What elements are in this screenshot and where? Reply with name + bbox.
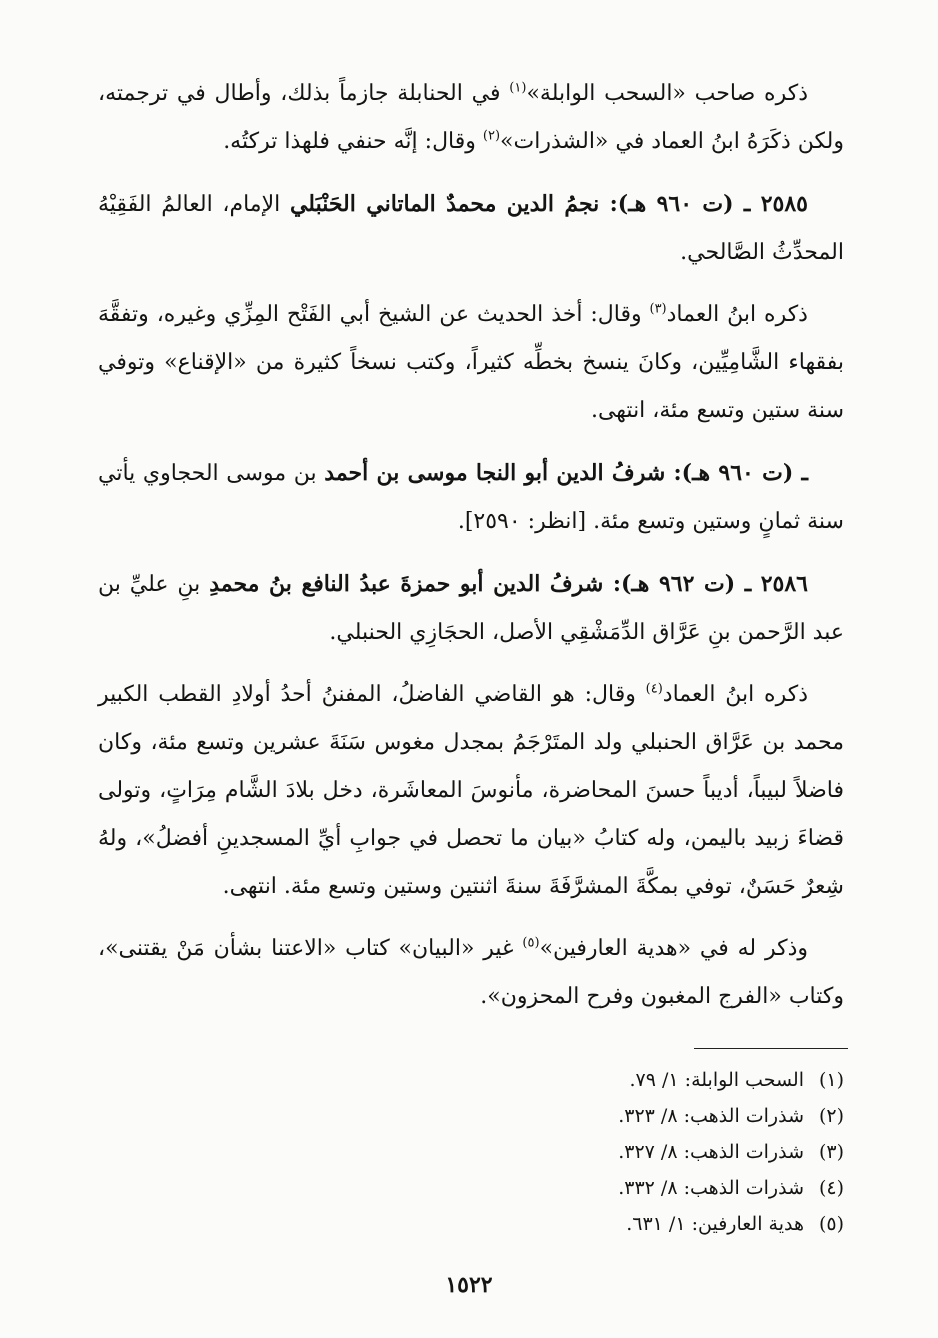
entry-2585 <box>98 180 844 277</box>
footnote-1 <box>400 1062 844 1098</box>
entry-text: بنِ عليِّ بن عبد الرَّحمن بنِ عَرَّاق الدِّمَشْقِي الأصل، الحجَازِي الحنبلي. <box>98 572 844 645</box>
footnote-text: شذرات الذهب: ٨/ ٣٣٢. <box>618 1177 804 1199</box>
footnote-ref: (٢) <box>482 128 501 144</box>
paragraph-text: ذكره صاحب «السحب الوابلة» <box>526 81 808 106</box>
paragraph-1 <box>98 70 844 166</box>
footnote-text: السحب الوابلة: ١/ ٧٩. <box>629 1069 804 1091</box>
footnote-3 <box>400 1134 844 1170</box>
footnote-4 <box>400 1170 844 1206</box>
footnote-number: (١) <box>818 1069 844 1091</box>
paragraph-3 <box>98 291 844 435</box>
entry-heading: ٢٥٨٦ ـ (ت ٩٦٢ هـ): شرفُ الدين أبو حمزةَ عبدُ النافع بنُ محمدِ <box>209 571 808 597</box>
page-number: ١٥٢٢ <box>445 1272 493 1298</box>
paragraph-text: غير «البيان» كتاب «الاعتنا بشأن مَنْ يقتنى»، وكتاب «الفرج المغبون وفرح المحزون». <box>98 936 844 1009</box>
entry-text: الإمام، العالمُ الفَقِيْهُ المحدِّثُ الصَّالحي. <box>98 192 844 265</box>
main-text <box>98 70 844 1035</box>
footnote-5 <box>400 1206 844 1242</box>
footnote-2 <box>400 1098 844 1134</box>
paragraph-text: في الحنابلة جازماً بذلك، وأطال في ترجمته، ولكن ذكَرَهُ ابنُ العماد في «الشذرات» <box>98 81 844 154</box>
entry-text: بن موسى الحجاوي يأتي سنة ثمانٍ وستين وتسع مئة. [انظر: ٢٥٩٠]. <box>98 461 844 534</box>
footnote-text: شذرات الذهب: ٨/ ٣٢٣. <box>618 1105 804 1127</box>
footnote-text: شذرات الذهب: ٨/ ٣٢٧. <box>618 1141 804 1163</box>
paragraph-text: وقال: هو القاضي الفاضلُ، المفننُ أحدُ أولادِ القطب الكبير محمد بن عَرَّاق الحنبلي ولد المتَرْجَمُ بمجدل مغوس سَنَةَ عشرين وتسع مئة، وكان فاضلاً لبيباً، أديباً حسنَ المحاضرة، مأنوسَ المعاشَرة، دخل بلادَ الشَّام مِرَاتٍ، وتولى قضاءَ زبيد باليمن، وله كتابُ «بيان ما تحصل في جوابِ أيِّ المسجدينِ أفضلُ»، ولهُ شِعرٌ حَسَنٌ، توفي بمكَّةَ المشرَّفَةَ سنةَ اثنتين وستين وتسع مئة. انتهى. <box>98 682 844 899</box>
footnote-number: (٣) <box>818 1141 844 1163</box>
footnote-number: (٥) <box>818 1213 844 1235</box>
footnote-text: هدية العارفين: ١/ ٦٣١. <box>626 1213 804 1235</box>
entry-musa-hajjawi <box>98 449 844 546</box>
paragraph-text: ذكره ابنُ العماد <box>666 302 808 327</box>
entry-2586 <box>98 560 844 657</box>
footnote-ref: (٥) <box>522 935 540 951</box>
paragraph-text: وذكر له في «هدية العارفين» <box>539 936 808 961</box>
paragraph-text: وقال: إنَّه حنفي فلهذا تركتُه. <box>223 129 483 154</box>
footnote-divider <box>694 1048 848 1049</box>
footnotes <box>400 1062 844 1242</box>
paragraph-6 <box>98 671 844 911</box>
footnote-number: (٢) <box>818 1105 844 1127</box>
entry-heading: ٢٥٨٥ ـ (ت ٩٦٠ هـ): نجمُ الدين محمدٌ الماتاني الحَنْبَلي <box>289 191 808 217</box>
paragraph-7 <box>98 925 844 1021</box>
footnote-ref: (٤) <box>645 681 663 697</box>
footnote-ref: (٣) <box>649 301 667 317</box>
entry-heading: ـ (ت ٩٦٠ هـ): شرفُ الدين أبو النجا موسى بن أحمد <box>324 460 808 486</box>
footnote-number: (٤) <box>818 1177 844 1199</box>
paragraph-text: ذكره ابنُ العماد <box>662 682 808 707</box>
footnote-ref: (١) <box>509 80 527 96</box>
paragraph-text: وقال: أخذ الحديث عن الشيخ أبي الفَتْح المِزِّي وغيره، وتفقَّهَ بفقهاء الشَّامِيِّين، وكانَ ينسخ بخطِّه كثيراً، وكتب نسخاً كثيرة من «الإقناع» وتوفي سنة ستين وتسع مئة، انتهى. <box>98 302 844 423</box>
